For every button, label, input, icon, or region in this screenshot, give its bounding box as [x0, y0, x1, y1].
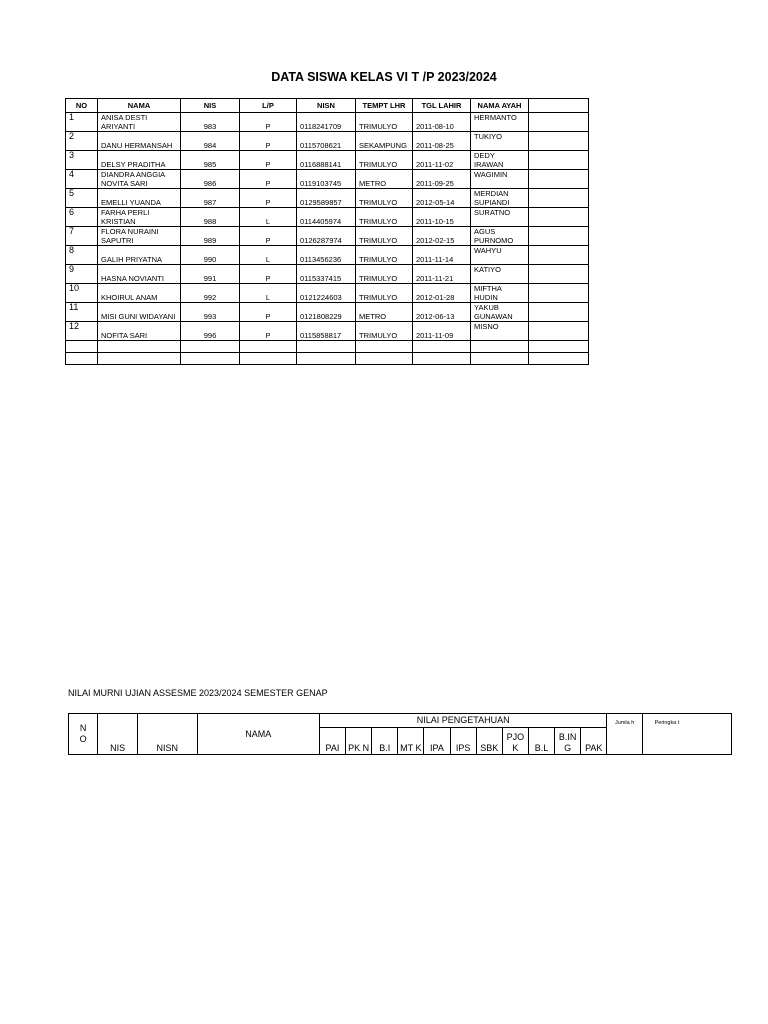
student-row [66, 322, 589, 341]
subject-header: B.I [372, 728, 398, 755]
header-nis: NIS [181, 99, 240, 113]
row-no: 10 [66, 284, 98, 303]
student-name: DANU HERMANSAH [98, 132, 181, 151]
row-no: 5 [66, 189, 98, 208]
empty-cell [98, 341, 181, 353]
exam-header-group: NILAI PENGETAHUAN [319, 714, 607, 728]
empty-cell [529, 341, 589, 353]
father-name: KATIYO [471, 265, 529, 284]
student-birthplace: TRIMULYO [356, 151, 413, 170]
student-birthdate: 2011-11-14 [413, 246, 471, 265]
student-birthplace: TRIMULYO [356, 322, 413, 341]
subject-header: PAK [581, 728, 607, 755]
student-birthdate: 2011-08-25 [413, 132, 471, 151]
student-nis: 989 [181, 227, 240, 246]
student-row [66, 284, 589, 303]
student-birthdate: 2012-01-28 [413, 284, 471, 303]
blank-cell [529, 303, 589, 322]
student-name: KHOIRUL ANAM [98, 284, 181, 303]
empty-cell [181, 353, 240, 365]
student-lp: P [240, 113, 297, 132]
student-lp: P [240, 189, 297, 208]
student-lp: P [240, 132, 297, 151]
empty-cell [240, 341, 297, 353]
blank-cell [529, 265, 589, 284]
blank-cell [529, 132, 589, 151]
student-nisn: 0118241709 [297, 113, 356, 132]
father-name: WAHYU [471, 246, 529, 265]
student-birthdate: 2012-02-15 [413, 227, 471, 246]
student-nis: 986 [181, 170, 240, 189]
empty-row [66, 353, 589, 365]
row-no: 12 [66, 322, 98, 341]
student-nis: 991 [181, 265, 240, 284]
empty-cell [413, 353, 471, 365]
father-name: TUKIYO [471, 132, 529, 151]
student-row [66, 208, 589, 227]
student-nis: 983 [181, 113, 240, 132]
student-row [66, 170, 589, 189]
blank-cell [529, 322, 589, 341]
row-no: 3 [66, 151, 98, 170]
student-data-header-row [66, 99, 589, 113]
empty-cell [529, 353, 589, 365]
subject-header: PK N [346, 728, 372, 755]
student-lp: P [240, 265, 297, 284]
student-birthdate: 2011-08-10 [413, 113, 471, 132]
row-no: 11 [66, 303, 98, 322]
student-birthplace: TRIMULYO [356, 284, 413, 303]
exam-header-jumlah: Jumla h [607, 714, 643, 755]
header-tempat-lahir: TEMPT LHR [356, 99, 413, 113]
student-name: HASNA NOVIANTI [98, 265, 181, 284]
empty-cell [413, 341, 471, 353]
student-nisn: 0114405974 [297, 208, 356, 227]
student-name: DELSY PRADITHA [98, 151, 181, 170]
father-name: WAGIMIN [471, 170, 529, 189]
student-nisn: 0113456236 [297, 246, 356, 265]
student-lp: L [240, 246, 297, 265]
student-nisn: 0115708621 [297, 132, 356, 151]
student-row [66, 189, 589, 208]
student-name: GALIH PRIYATNA [98, 246, 181, 265]
father-name: HERMANTO [471, 113, 529, 132]
subject-header: MT K [398, 728, 424, 755]
subject-header: IPA [424, 728, 450, 755]
empty-cell [297, 353, 356, 365]
exam-header-nama: NAMA [197, 714, 319, 755]
student-lp: P [240, 170, 297, 189]
row-no: 9 [66, 265, 98, 284]
header-no: NO [66, 99, 98, 113]
student-birthdate: 2012-05-14 [413, 189, 471, 208]
row-no: 2 [66, 132, 98, 151]
exam-header-nis: NIS [98, 714, 138, 755]
student-lp: L [240, 284, 297, 303]
student-lp: P [240, 303, 297, 322]
empty-cell [471, 353, 529, 365]
empty-cell [297, 341, 356, 353]
empty-cell [356, 353, 413, 365]
student-row [66, 246, 589, 265]
row-no: 6 [66, 208, 98, 227]
student-nis: 985 [181, 151, 240, 170]
father-name: MIFTHA HUDIN [471, 284, 529, 303]
student-name: FARHA PERLI KRISTIAN [98, 208, 181, 227]
student-nisn: 0116888141 [297, 151, 356, 170]
subject-header: IPS [450, 728, 476, 755]
blank-cell [529, 227, 589, 246]
student-nis: 992 [181, 284, 240, 303]
student-nisn: 0115858817 [297, 322, 356, 341]
subject-header: PAI [319, 728, 345, 755]
student-nis: 988 [181, 208, 240, 227]
father-name: SURATNO [471, 208, 529, 227]
student-birthdate: 2012-06-13 [413, 303, 471, 322]
row-no: 7 [66, 227, 98, 246]
student-nisn: 0119103745 [297, 170, 356, 189]
student-name: DIANDRA ANGGIA NOVITA SARI [98, 170, 181, 189]
student-row [66, 227, 589, 246]
student-nisn: 0121224603 [297, 284, 356, 303]
student-nis: 984 [181, 132, 240, 151]
student-birthplace: TRIMULYO [356, 113, 413, 132]
student-nis: 987 [181, 189, 240, 208]
exam-scores-table [68, 713, 732, 755]
student-birthplace: TRIMULYO [356, 265, 413, 284]
blank-cell [529, 151, 589, 170]
student-nis: 993 [181, 303, 240, 322]
empty-cell [181, 341, 240, 353]
student-data-table [65, 98, 589, 365]
student-lp: P [240, 227, 297, 246]
empty-cell [98, 353, 181, 365]
student-birthdate: 2011-10-15 [413, 208, 471, 227]
header-nama-ayah: NAMA AYAH [471, 99, 529, 113]
student-name: FLORA NURAINI SAPUTRI [98, 227, 181, 246]
blank-cell [529, 284, 589, 303]
student-row [66, 151, 589, 170]
blank-cell [529, 246, 589, 265]
student-birthplace: TRIMULYO [356, 227, 413, 246]
father-name: AGUS PURNOMO [471, 227, 529, 246]
empty-row [66, 341, 589, 353]
student-nisn: 0121808229 [297, 303, 356, 322]
father-name: MISNO [471, 322, 529, 341]
empty-cell [356, 341, 413, 353]
header-nisn: NISN [297, 99, 356, 113]
row-no: 8 [66, 246, 98, 265]
student-row [66, 132, 589, 151]
student-nis: 990 [181, 246, 240, 265]
empty-cell [66, 341, 98, 353]
subject-header: B.IN G [555, 728, 581, 755]
header-tgl-lahir: TGL LAHIR [413, 99, 471, 113]
student-lp: P [240, 151, 297, 170]
student-birthplace: METRO [356, 303, 413, 322]
blank-cell [529, 170, 589, 189]
student-nisn: 0115337415 [297, 265, 356, 284]
row-no: 1 [66, 113, 98, 132]
student-name: EMELLI YUANDA [98, 189, 181, 208]
student-name: ANISA DESTI ARIYANTI [98, 113, 181, 132]
student-data-title: DATA SISWA KELAS VI T /P 2023/2024 [271, 70, 497, 84]
subject-header: B.L [528, 728, 554, 755]
student-name: MISI GUNI WIDAYANI [98, 303, 181, 322]
student-birthplace: SEKAMPUNG [356, 132, 413, 151]
student-birthplace: TRIMULYO [356, 189, 413, 208]
student-row [66, 265, 589, 284]
student-row [66, 303, 589, 322]
empty-cell [66, 353, 98, 365]
empty-cell [471, 341, 529, 353]
student-nisn: 0129589857 [297, 189, 356, 208]
exam-header-peringkat: Peringka t [642, 714, 731, 755]
blank-cell [529, 189, 589, 208]
student-nis: 996 [181, 322, 240, 341]
exam-header-nisn: NISN [137, 714, 197, 755]
exam-header-no: N O [69, 714, 98, 755]
student-birthplace: TRIMULYO [356, 208, 413, 227]
student-birthdate: 2011-11-09 [413, 322, 471, 341]
header-nama: NAMA [98, 99, 181, 113]
student-lp: L [240, 208, 297, 227]
blank-cell [529, 113, 589, 132]
father-name: YAKUB GUNAWAN [471, 303, 529, 322]
student-birthdate: 2011-11-02 [413, 151, 471, 170]
student-birthplace: METRO [356, 170, 413, 189]
header-lp: L/P [240, 99, 297, 113]
student-row [66, 113, 589, 132]
header-blank [529, 99, 589, 113]
exam-scores-title: NILAI MURNI UJIAN ASSESME 2023/2024 SEMESTER GENAP [68, 688, 328, 698]
student-name: NOFITA SARI [98, 322, 181, 341]
exam-header-row-1 [69, 714, 732, 728]
subject-header: PJO K [502, 728, 528, 755]
blank-cell [529, 208, 589, 227]
student-nisn: 0126287974 [297, 227, 356, 246]
empty-cell [240, 353, 297, 365]
student-birthdate: 2011-11-21 [413, 265, 471, 284]
student-birthplace: TRIMULYO [356, 246, 413, 265]
student-lp: P [240, 322, 297, 341]
subject-header: SBK [476, 728, 502, 755]
father-name: MERDIAN SUPIANDI [471, 189, 529, 208]
student-birthdate: 2011-09-25 [413, 170, 471, 189]
row-no: 4 [66, 170, 98, 189]
father-name: DEDY IRAWAN [471, 151, 529, 170]
